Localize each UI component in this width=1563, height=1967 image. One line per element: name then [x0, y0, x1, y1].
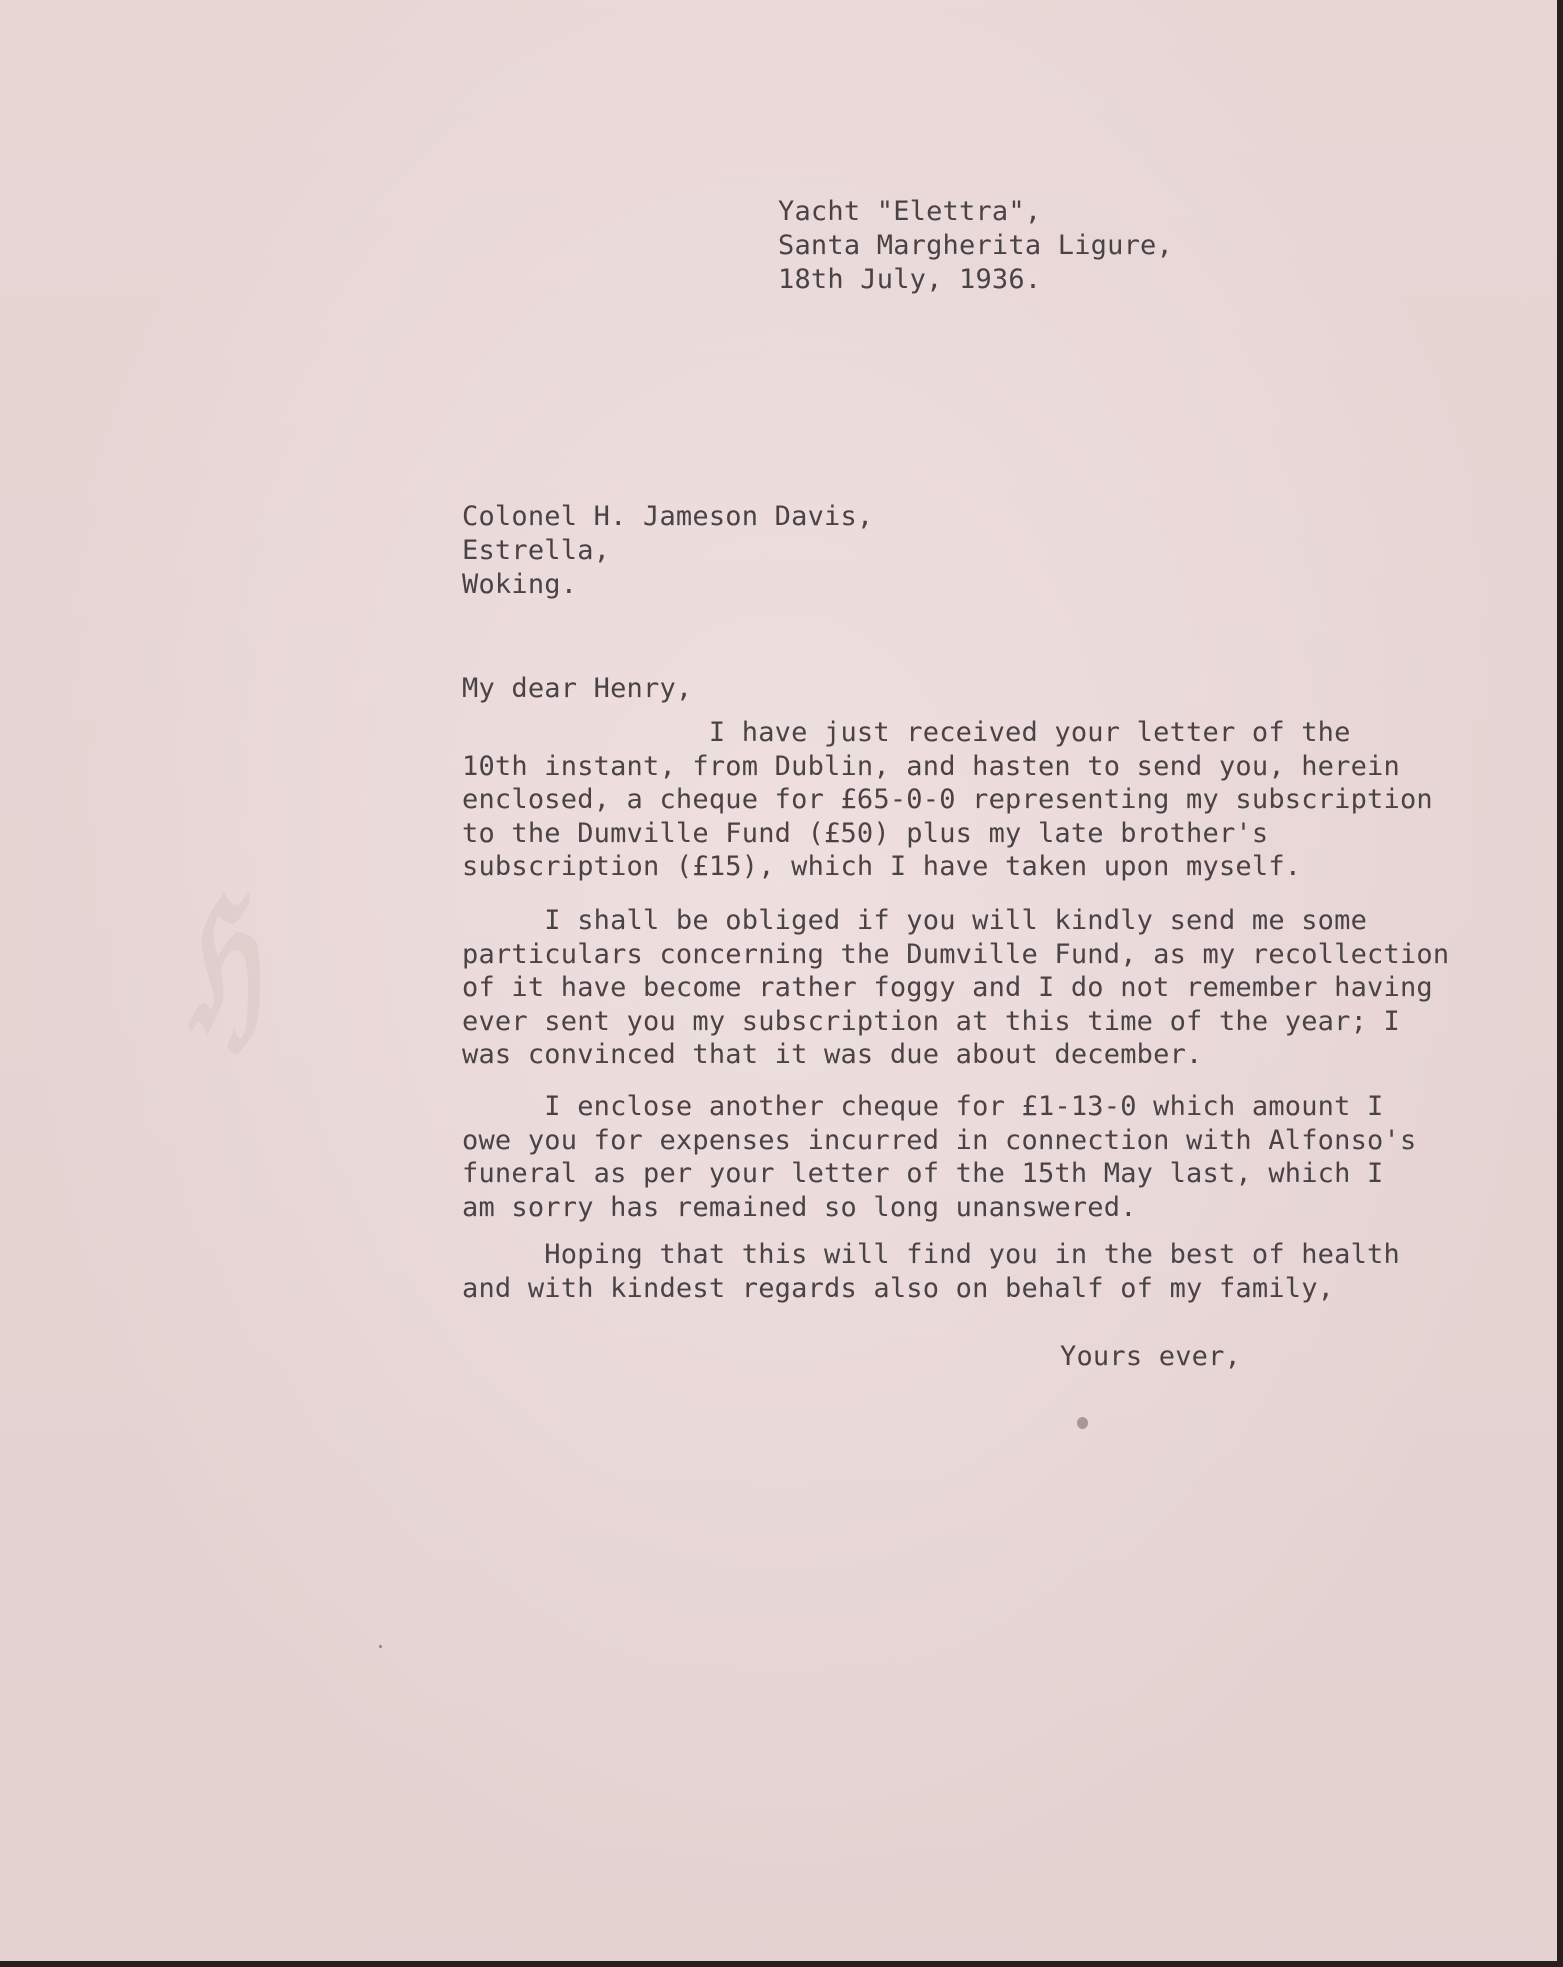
- paper-speck: [379, 1645, 382, 1648]
- recipient-town: Woking.: [462, 569, 578, 600]
- ink-spot: [1077, 1417, 1088, 1429]
- body-paragraph-regards: Hoping that this will find you in the best of health and with kindest regards also on behalf of my family,: [462, 1239, 1400, 1304]
- scan-edge-bottom: [0, 1961, 1563, 1967]
- recipient-address: [462, 500, 873, 602]
- body-paragraph-funeral-expenses: I enclose another cheque for £1-13-0 which amount I owe you for expenses incurred in connection with Alfonso's funeral as per your letter of the 15th May last, which I am sorry has remained so long unanswered.: [462, 1091, 1417, 1223]
- letter-heading: [778, 195, 1173, 297]
- scan-edge-right: [1557, 0, 1563, 1967]
- recipient-name: Colonel H. Jameson Davis,: [462, 501, 874, 532]
- closing: Yours ever,: [1060, 1341, 1242, 1372]
- heading-line-vessel: Yacht "Elettra",: [778, 196, 1042, 227]
- heading-line-date: 18th July, 1936.: [778, 264, 1042, 295]
- paper-watermark: ℌ: [190, 860, 265, 1071]
- recipient-house: Estrella,: [462, 535, 611, 566]
- salutation: My dear Henry,: [462, 673, 693, 704]
- body-paragraph-subscription: I have just received your letter of the 10th instant, from Dublin, and hasten to send you, herein enclosed, a cheque for £65-0-0 representing my subscription to the Dumville Fund (£50) plus my late brother's subscription (£15), which I have taken upon myself.: [462, 717, 1433, 882]
- body-paragraph-fund-inquiry: I shall be obliged if you will kindly send me some particulars concerning the Dumville Fund, as my recollection of it have become rather foggy and I do not remember having ever sent you my subscription at this time of the year; I was convinced that it was due about december.: [462, 905, 1450, 1070]
- heading-line-place: Santa Margherita Ligure,: [778, 230, 1173, 261]
